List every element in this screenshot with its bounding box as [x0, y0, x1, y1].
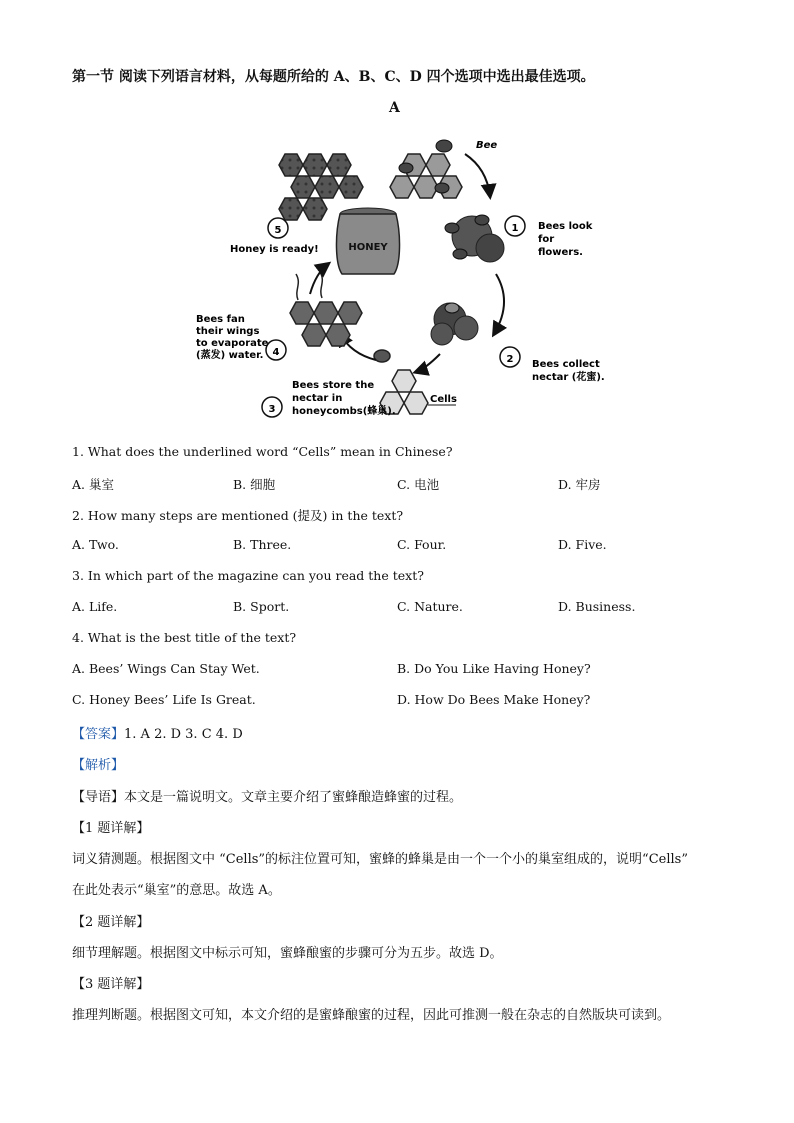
q1-option-b: B. 细胞 [233, 477, 276, 492]
q3-option-b: B. Sport. [233, 599, 290, 614]
answer-text: 1. A 2. D 3. C 4. D [124, 727, 243, 742]
q2-option-a: A. Two. [72, 537, 119, 552]
step-1-number: 1 [511, 223, 519, 234]
cells-comb-icon [374, 350, 428, 414]
q1-option-c: C. 电池 [397, 477, 440, 492]
bee-label: Bee [476, 140, 498, 151]
q4-option-a: A. Bees’ Wings Can Stay Wet. [72, 661, 260, 676]
bees-comb-top-right-icon [390, 154, 462, 198]
step-1-label: Bees look for flowers. [538, 221, 593, 258]
evaporating-comb-icon [290, 272, 362, 346]
guide-line [72, 786, 462, 805]
flower-nectar-icon [431, 303, 478, 345]
flower-with-bees-icon [445, 215, 504, 262]
q3-option-c: C. Nature. [397, 599, 463, 614]
step-5-label: Honey is ready! [230, 244, 319, 255]
q3-option-a: A. Life. [72, 599, 118, 614]
q4-option-c: C. Honey Bees’ Life Is Great. [72, 692, 256, 707]
q2-option-c: C. Four. [397, 537, 447, 552]
analysis-label: 【解析】 [72, 758, 125, 773]
step-3-number: 3 [268, 404, 276, 415]
answer-line [72, 723, 243, 742]
detail-1-text-line-1: 词义猜测题。根据图文中 “Cells”的标注位置可知，蜜蜂的蜂巢是由一个一个小的巢室组成的，说明“Cells” [72, 852, 688, 867]
question-4: 4. What is the best title of the text? [72, 630, 297, 645]
detail-3-label: 【3 题详解】 [72, 977, 150, 992]
section-heading: 第一节 阅读下列语言材料，从每题所给的 A、B、C、D 四个选项中选出最佳选项。 [72, 69, 595, 85]
q3-option-d: D. Business. [558, 599, 636, 614]
detail-3-text: 推理判断题。根据图文可知，本文介绍的是蜜蜂酿蜜的过程，因此可推测一般在杂志的自然版块可读到。 [72, 1008, 671, 1023]
step-4-number: 4 [272, 347, 280, 358]
detail-2-label: 【2 题详解】 [72, 915, 150, 930]
q2-option-d: D. Five. [558, 537, 607, 552]
detail-2-text: 细节理解题。根据图文中标示可知，蜜蜂酿蜜的步骤可分为五步。故选 D。 [72, 946, 503, 961]
jar-label: HONEY [348, 242, 388, 253]
cells-label: Cells [430, 394, 457, 405]
q1-option-a: A. 巢室 [72, 477, 114, 492]
question-3: 3. In which part of the magazine can you read the text? [72, 568, 424, 583]
honey-jar-icon [336, 208, 399, 274]
passage-label: A [389, 100, 400, 116]
question-1: 1. What does the underlined word “Cells” mean in Chinese? [72, 444, 453, 459]
q2-option-b: B. Three. [233, 537, 292, 552]
question-2: 2. How many steps are mentioned (提及) in the text? [72, 508, 404, 523]
answer-label: 【答案】 [72, 727, 125, 742]
q1-option-d: D. 牢房 [558, 477, 601, 492]
step-2-number: 2 [506, 354, 514, 365]
q4-option-d: D. How Do Bees Make Honey? [397, 692, 591, 707]
step-4-label: Bees fan their wings to evaporate (蒸发) water. [196, 314, 269, 361]
q4-option-b: B. Do You Like Having Honey? [397, 661, 591, 676]
step-2-label: Bees collect nectar (花蜜). [532, 359, 605, 383]
detail-1-label: 【1 题详解】 [72, 821, 150, 836]
honey-cycle-figure [190, 124, 610, 424]
step-3-label: Bees store the nectar in honeycombs(蜂巢). [292, 380, 396, 417]
guide-label: 【导语】 [72, 790, 125, 805]
guide-text: 本文是一篇说明文。文章主要介绍了蜜蜂酿造蜂蜜的过程。 [124, 790, 463, 805]
detail-1-text-line-2: 在此处表示“巢室”的意思。故选 A。 [72, 883, 281, 898]
step-5-number: 5 [274, 225, 282, 236]
